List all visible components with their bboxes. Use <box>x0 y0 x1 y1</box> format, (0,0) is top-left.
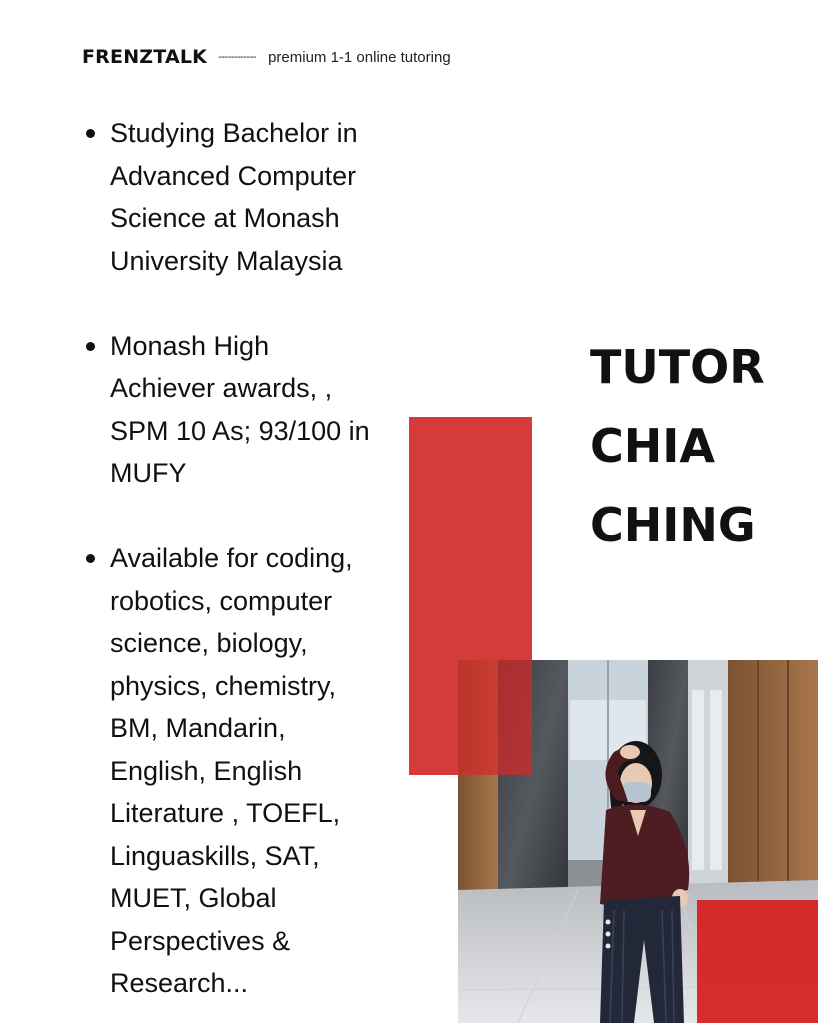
red-accent-overlay <box>458 660 532 775</box>
header-separator: ------------ <box>218 51 257 63</box>
qualifications-list <box>110 112 380 1005</box>
bullet-text: Monash High Achiever awards, , SPM 10 As; 93/100 in MUFY <box>110 330 370 488</box>
heading-line: TUTOR <box>590 340 765 394</box>
tutor-name-heading <box>590 328 790 565</box>
bullet-text: Studying Bachelor in Advanced Computer Science at Monash University Malaysia <box>110 118 358 276</box>
heading-line: CHING <box>590 498 756 552</box>
bullet-icon <box>86 129 95 138</box>
list-item <box>110 325 380 495</box>
bullet-text: Available for coding, robotics, computer science, biology, physics, chemistry, BM, Mandarin, English, English Literature , TOEFL, Linguaskills, SAT, MUET, Global Perspectives & Research... <box>110 543 353 998</box>
list-item <box>110 112 380 282</box>
red-accent-corner <box>697 900 818 1023</box>
tagline: premium 1-1 online tutoring <box>268 48 451 66</box>
header <box>82 42 451 72</box>
list-item <box>110 537 380 1005</box>
brand-name: FRENZTALK <box>82 46 208 68</box>
heading-line: CHIA <box>590 419 715 473</box>
bullet-icon <box>86 342 95 351</box>
bullet-icon <box>86 554 95 563</box>
